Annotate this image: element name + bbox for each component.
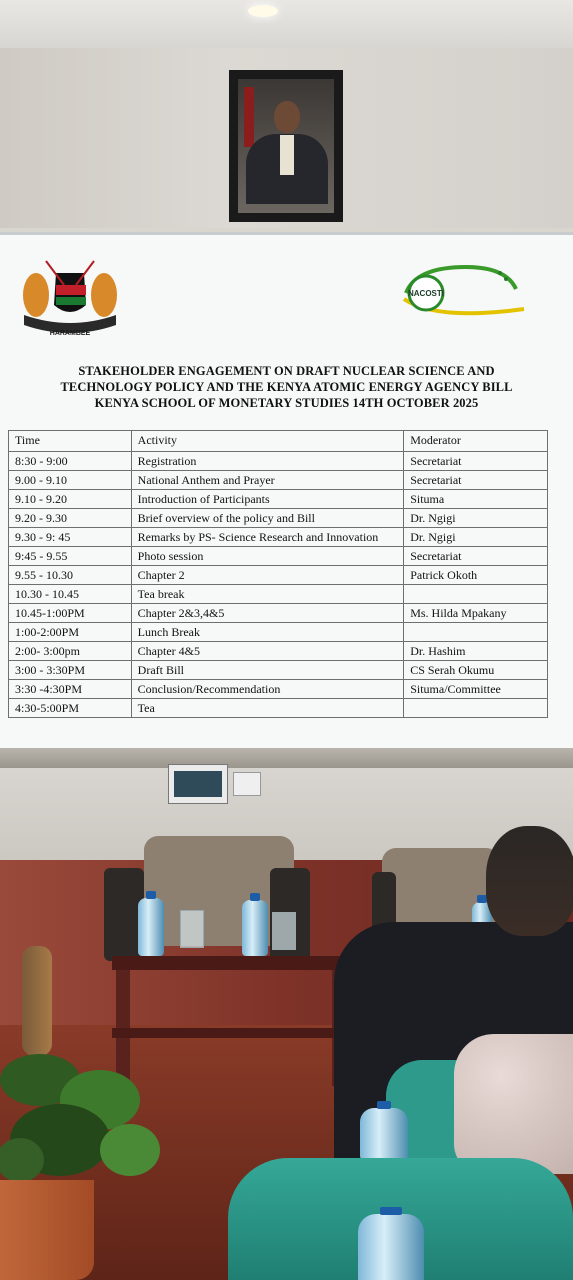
cell-time: 8:30 - 9:00 [9, 452, 132, 471]
cell-activity: Chapter 2&3,4&5 [131, 604, 404, 623]
table-row [9, 509, 548, 528]
table-row [9, 680, 548, 699]
table-row [9, 661, 548, 680]
svg-text:NACOSTI: NACOSTI [408, 289, 444, 298]
header-time: Time [9, 431, 132, 452]
cell-moderator: Dr. Hashim [404, 642, 548, 661]
cell-moderator: Situma/Committee [404, 680, 548, 699]
cell-moderator [404, 699, 548, 718]
cell-activity: Remarks by PS- Science Research and Innovation [131, 528, 404, 547]
coat-of-arms-icon [16, 255, 124, 339]
cell-activity: Registration [131, 452, 404, 471]
cell-activity: Tea break [131, 585, 404, 604]
table-row [9, 490, 548, 509]
cell-moderator [404, 623, 548, 642]
cell-time: 2:00- 3:00pm [9, 642, 132, 661]
person-head [486, 826, 573, 936]
table-row [9, 642, 548, 661]
table-row [9, 528, 548, 547]
water-bottle [360, 1108, 408, 1160]
cell-time: 10.45-1:00PM [9, 604, 132, 623]
cell-activity: Chapter 2 [131, 566, 404, 585]
cell-moderator: Secretariat [404, 471, 548, 490]
cell-activity: Chapter 4&5 [131, 642, 404, 661]
cell-activity: Conclusion/Recommendation [131, 680, 404, 699]
cell-time: 3:00 - 3:30PM [9, 661, 132, 680]
table-row [9, 604, 548, 623]
table-header-row [9, 431, 548, 452]
table-row [9, 699, 548, 718]
water-bottle [242, 900, 268, 956]
drinking-glass [180, 910, 204, 948]
cell-time: 10.30 - 10.45 [9, 585, 132, 604]
screen-bottom-rail [0, 748, 573, 768]
cell-time: 3:30 -4:30PM [9, 680, 132, 699]
cell-moderator: Situma [404, 490, 548, 509]
cell-time: 9.20 - 9.30 [9, 509, 132, 528]
table-row [9, 452, 548, 471]
cell-moderator: Secretariat [404, 452, 548, 471]
water-bottle [358, 1214, 424, 1280]
cell-time: 9.30 - 9: 45 [9, 528, 132, 547]
cell-moderator: Dr. Ngigi [404, 509, 548, 528]
cell-activity: Brief overview of the policy and Bill [131, 509, 404, 528]
patterned-scarf [454, 1034, 573, 1174]
cell-time: 9.55 - 10.30 [9, 566, 132, 585]
cell-moderator: Patrick Okoth [404, 566, 548, 585]
cell-activity: Tea [131, 699, 404, 718]
projection-screen [0, 232, 573, 748]
table-row [9, 623, 548, 642]
drinking-glass [272, 912, 296, 950]
cell-time: 9:45 - 9.55 [9, 547, 132, 566]
table-row [9, 471, 548, 490]
wall-control-panel [168, 764, 228, 804]
ceiling-light [248, 5, 278, 17]
table-row [9, 547, 548, 566]
cell-activity: Photo session [131, 547, 404, 566]
cell-moderator: CS Serah Okumu [404, 661, 548, 680]
cell-moderator: Ms. Hilda Mpakany [404, 604, 548, 623]
heading-line-2: TECHNOLOGY POLICY AND THE KENYA ATOMIC ENERGY AGENCY BILL [60, 380, 513, 394]
potted-plant-icon [0, 1040, 165, 1200]
programme-table [8, 430, 548, 718]
thermostat [233, 772, 261, 796]
cell-moderator: Secretariat [404, 547, 548, 566]
cell-activity: Lunch Break [131, 623, 404, 642]
table-row [9, 585, 548, 604]
table-row [9, 566, 548, 585]
cell-activity: National Anthem and Prayer [131, 471, 404, 490]
plant-pot [0, 1180, 94, 1280]
svg-text:HARAMBEE: HARAMBEE [49, 330, 91, 337]
cell-moderator [404, 585, 548, 604]
cell-time: 9.00 - 9.10 [9, 471, 132, 490]
cell-moderator: Dr. Ngigi [404, 528, 548, 547]
water-bottle [138, 898, 164, 956]
cell-time: 4:30-5:00PM [9, 699, 132, 718]
cell-time: 1:00-2:00PM [9, 623, 132, 642]
nacosti-logo [396, 259, 526, 323]
heading-line-3: KENYA SCHOOL OF MONETARY STUDIES 14TH OCTOBER 2025 [94, 396, 479, 410]
header-moderator: Moderator [404, 431, 548, 452]
heading-line-1: STAKEHOLDER ENGAGEMENT ON DRAFT NUCLEAR SCIENCE AND [78, 364, 495, 378]
framed-portrait [229, 70, 343, 222]
header-activity: Activity [131, 431, 404, 452]
event-heading [0, 363, 573, 411]
cell-time: 9.10 - 9.20 [9, 490, 132, 509]
cell-activity: Draft Bill [131, 661, 404, 680]
ceiling [0, 0, 573, 48]
cell-activity: Introduction of Participants [131, 490, 404, 509]
